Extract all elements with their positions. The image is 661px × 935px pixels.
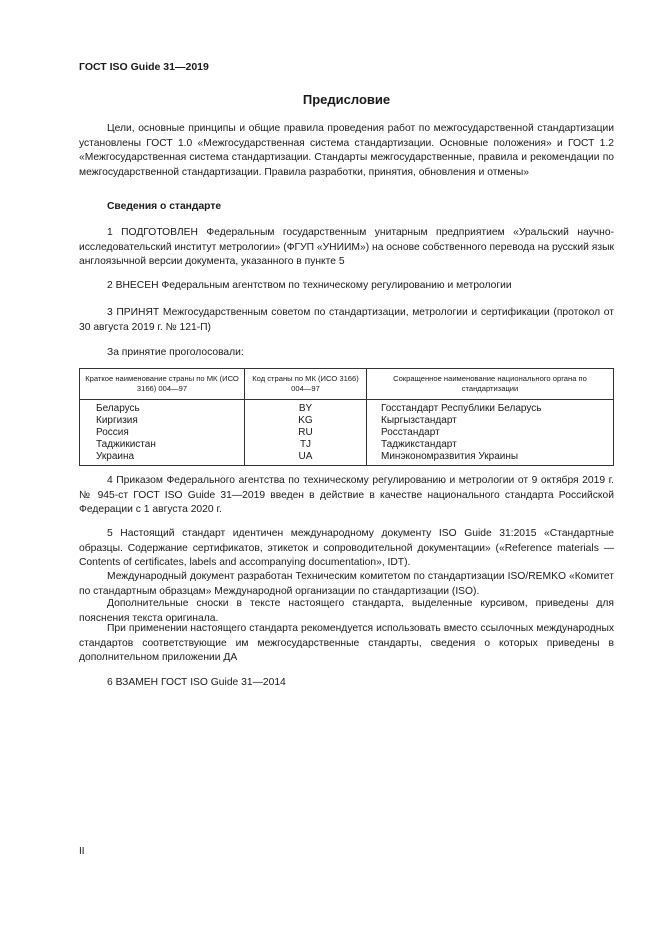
item-5-paragraph: 5 Настоящий стандарт идентичен международному документу ISO Guide 31:2015 «Стандартные образцы. Содержание сертификатов, этикеток и сопроводительной документации» («Reference materials — Contents of certificates, labels and accompanying documentation», IDT). [79,528,614,568]
code-column [245,400,367,466]
voting-table [79,368,614,466]
table-cell-code: BY [298,403,313,414]
table-cell-body: Минэкономразвития Украины [381,451,519,462]
item-4-paragraph: 4 Приказом Федерального агентства по техническому регулированию и метрологии от 9 октября 2019 г. № 945-ст ГОСТ ISO Guide 31—2019 введен в действие в качестве национального стандарта Российской Федерации с 1 августа 2020 г. [79,475,614,515]
table-cell-code: KG [298,415,313,426]
vote-intro: За принятие проголосовали: [107,347,244,358]
table-header-code: Код страны по МК (ИСО 3166) 004—97 [245,369,367,400]
item-1-paragraph: 1 ПОДГОТОВЛЕН Федеральным государственным унитарным предприятием «Уральский научно-исследовательский институт метрологии» (ФГУП «УНИИМ») на основе собственного перевода на русский язык англоязычной версии документа, указанного в пункте 5 [79,227,614,267]
item-5-paragraph-3: Дополнительные сноски в тексте настоящего стандарта, выделенные курсивом, приведены для пояснения текста оригинала. [79,598,614,624]
table-cell-body: Росстандарт [381,427,440,438]
page-number: II [79,846,85,857]
item-2-paragraph: 2 ВНЕСЕН Федеральным агентством по техническому регулированию и метрологии [107,280,512,291]
item-5-paragraph-4: При применении настоящего стандарта рекомендуется использовать вместо ссылочных международных стандартов соответствующие им межгосударственные стандарты, сведения о которых приведены в дополнительном приложении ДА [79,623,614,663]
table-cell-body: Таджикстандарт [381,439,457,450]
item-5-paragraph-2: Международный документ разработан Техническим комитетом по стандартизации ISO/REMKO «Комитет по стандартным образцам» Международной организации по стандартизации (ISO). [79,571,614,597]
country-column [80,400,245,466]
table-cell-code: TJ [299,439,312,450]
page-title: Предисловие [302,92,391,107]
table-cell-country: Киргизия [96,415,138,426]
section-subtitle: Сведения о стандарте [107,201,222,212]
table-header-country: Краткое наименование страны по МК (ИСО 3166) 004—97 [80,369,245,400]
table-header-body: Сокращенное наименование национального органа по стандартизации [367,369,614,400]
table-cell-body: Кыргызстандарт [381,415,457,426]
table-cell-country: Беларусь [96,403,140,414]
table-cell-country: Таджикистан [96,439,156,450]
item-3-paragraph: 3 ПРИНЯТ Межгосударственным советом по стандартизации, метрологии и сертификации (протокол от 30 августа 2019 г. № 121-П) [79,307,614,333]
table-cell-code: UA [298,451,313,462]
table-cell-country: Украина [96,451,135,462]
table-cell-code: RU [298,427,313,438]
document-header: ГОСТ ISO Guide 31—2019 [79,61,209,73]
table-cell-country: Россия [96,427,129,438]
intro-paragraph: Цели, основные принципы и общие правила проведения работ по межгосударственной стандартизации установлены ГОСТ 1.0 «Межгосударственная система стандартизации. Основные положения» и ГОСТ 1.2 «Межгосударственная система стандартизации. Стандарты межгосударственные, правила и рекомендации по межгосударственной стандартизации. Правила разработки, принятия, обновления и отмены» [79,123,614,178]
table-cell-body: Госстандарт Республики Беларусь [381,403,542,414]
table-header-row [80,369,614,400]
table-body-row [80,400,614,466]
body-column [367,400,614,466]
item-6-paragraph: 6 ВЗАМЕН ГОСТ ISO Guide 31—2014 [107,677,286,688]
